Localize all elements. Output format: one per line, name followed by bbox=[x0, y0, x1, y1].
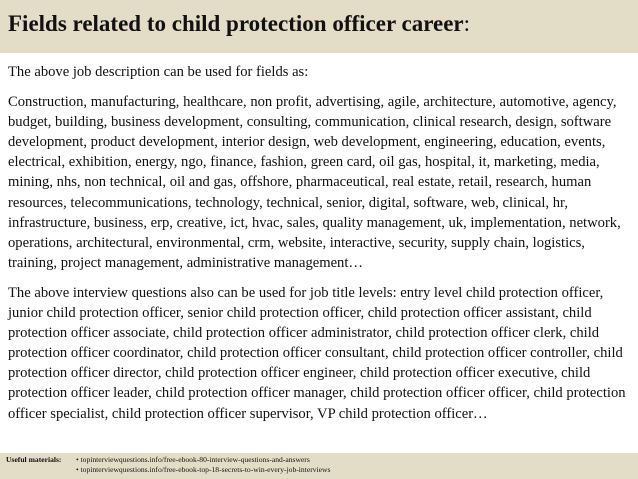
footer-row bbox=[6, 455, 310, 465]
job-levels-paragraph: The above interview questions also can be used for job title levels: entry level child protection officer, junior child protection officer, senior child protection officer, child protection officer assistant, child protection officer associate, child protection officer administrator, child protection officer clerk, child protection officer coordinator, child protection officer consultant, child protection officer controller, child protection officer director, child protection officer engineer, child protection officer executive, child protection officer leader, child protection officer manager, child protection officer officer, child protection officer specialist, child protection officer supervisor, VP child protection officer… bbox=[8, 284, 626, 422]
slide-title-text: Fields related to child protection officer career bbox=[8, 11, 464, 36]
footer-bar bbox=[0, 453, 638, 479]
slide-content bbox=[8, 62, 632, 424]
footer-link-ebook-18-secrets[interactable]: • topinterviewquestions.info/free-ebook-top-18-secrets-to-win-every-job-interviews bbox=[76, 465, 331, 474]
slide-title-colon: : bbox=[463, 11, 470, 36]
title-bar bbox=[0, 0, 638, 53]
slide-title bbox=[8, 10, 470, 38]
intro-paragraph: The above job description can be used for fields as: bbox=[8, 64, 309, 80]
fields-paragraph: Construction, manufacturing, healthcare, non profit, advertising, agile, architecture, automotive, agency, budget, building, business development, consulting, communication, clinical research, design, software development, product development, interior design, web development, engineering, education, events, electrical, exhibition, energy, ngo, finance, fashion, green card, oil gas, hospital, it, marketing, media, mining, nhs, non technical, oil and gas, offshore, pharmaceutical, real estate, retail, research, human resources, telecommunications, technology, technical, senior, digital, software, web, clinical, hr, infrastructure, business, erp, creative, ict, hvac, sales, quality management, uk, implementation, network, operations, architectural, environmental, crm, website, interactive, security, supply chain, logistics, training, project management, administrative management… bbox=[8, 94, 621, 271]
footer-label: Useful materials: bbox=[6, 455, 62, 464]
footer-row bbox=[6, 465, 330, 475]
footer-link-ebook-80-questions[interactable]: • topinterviewquestions.info/free-ebook-80-interview-questions-and-answers bbox=[76, 455, 310, 464]
